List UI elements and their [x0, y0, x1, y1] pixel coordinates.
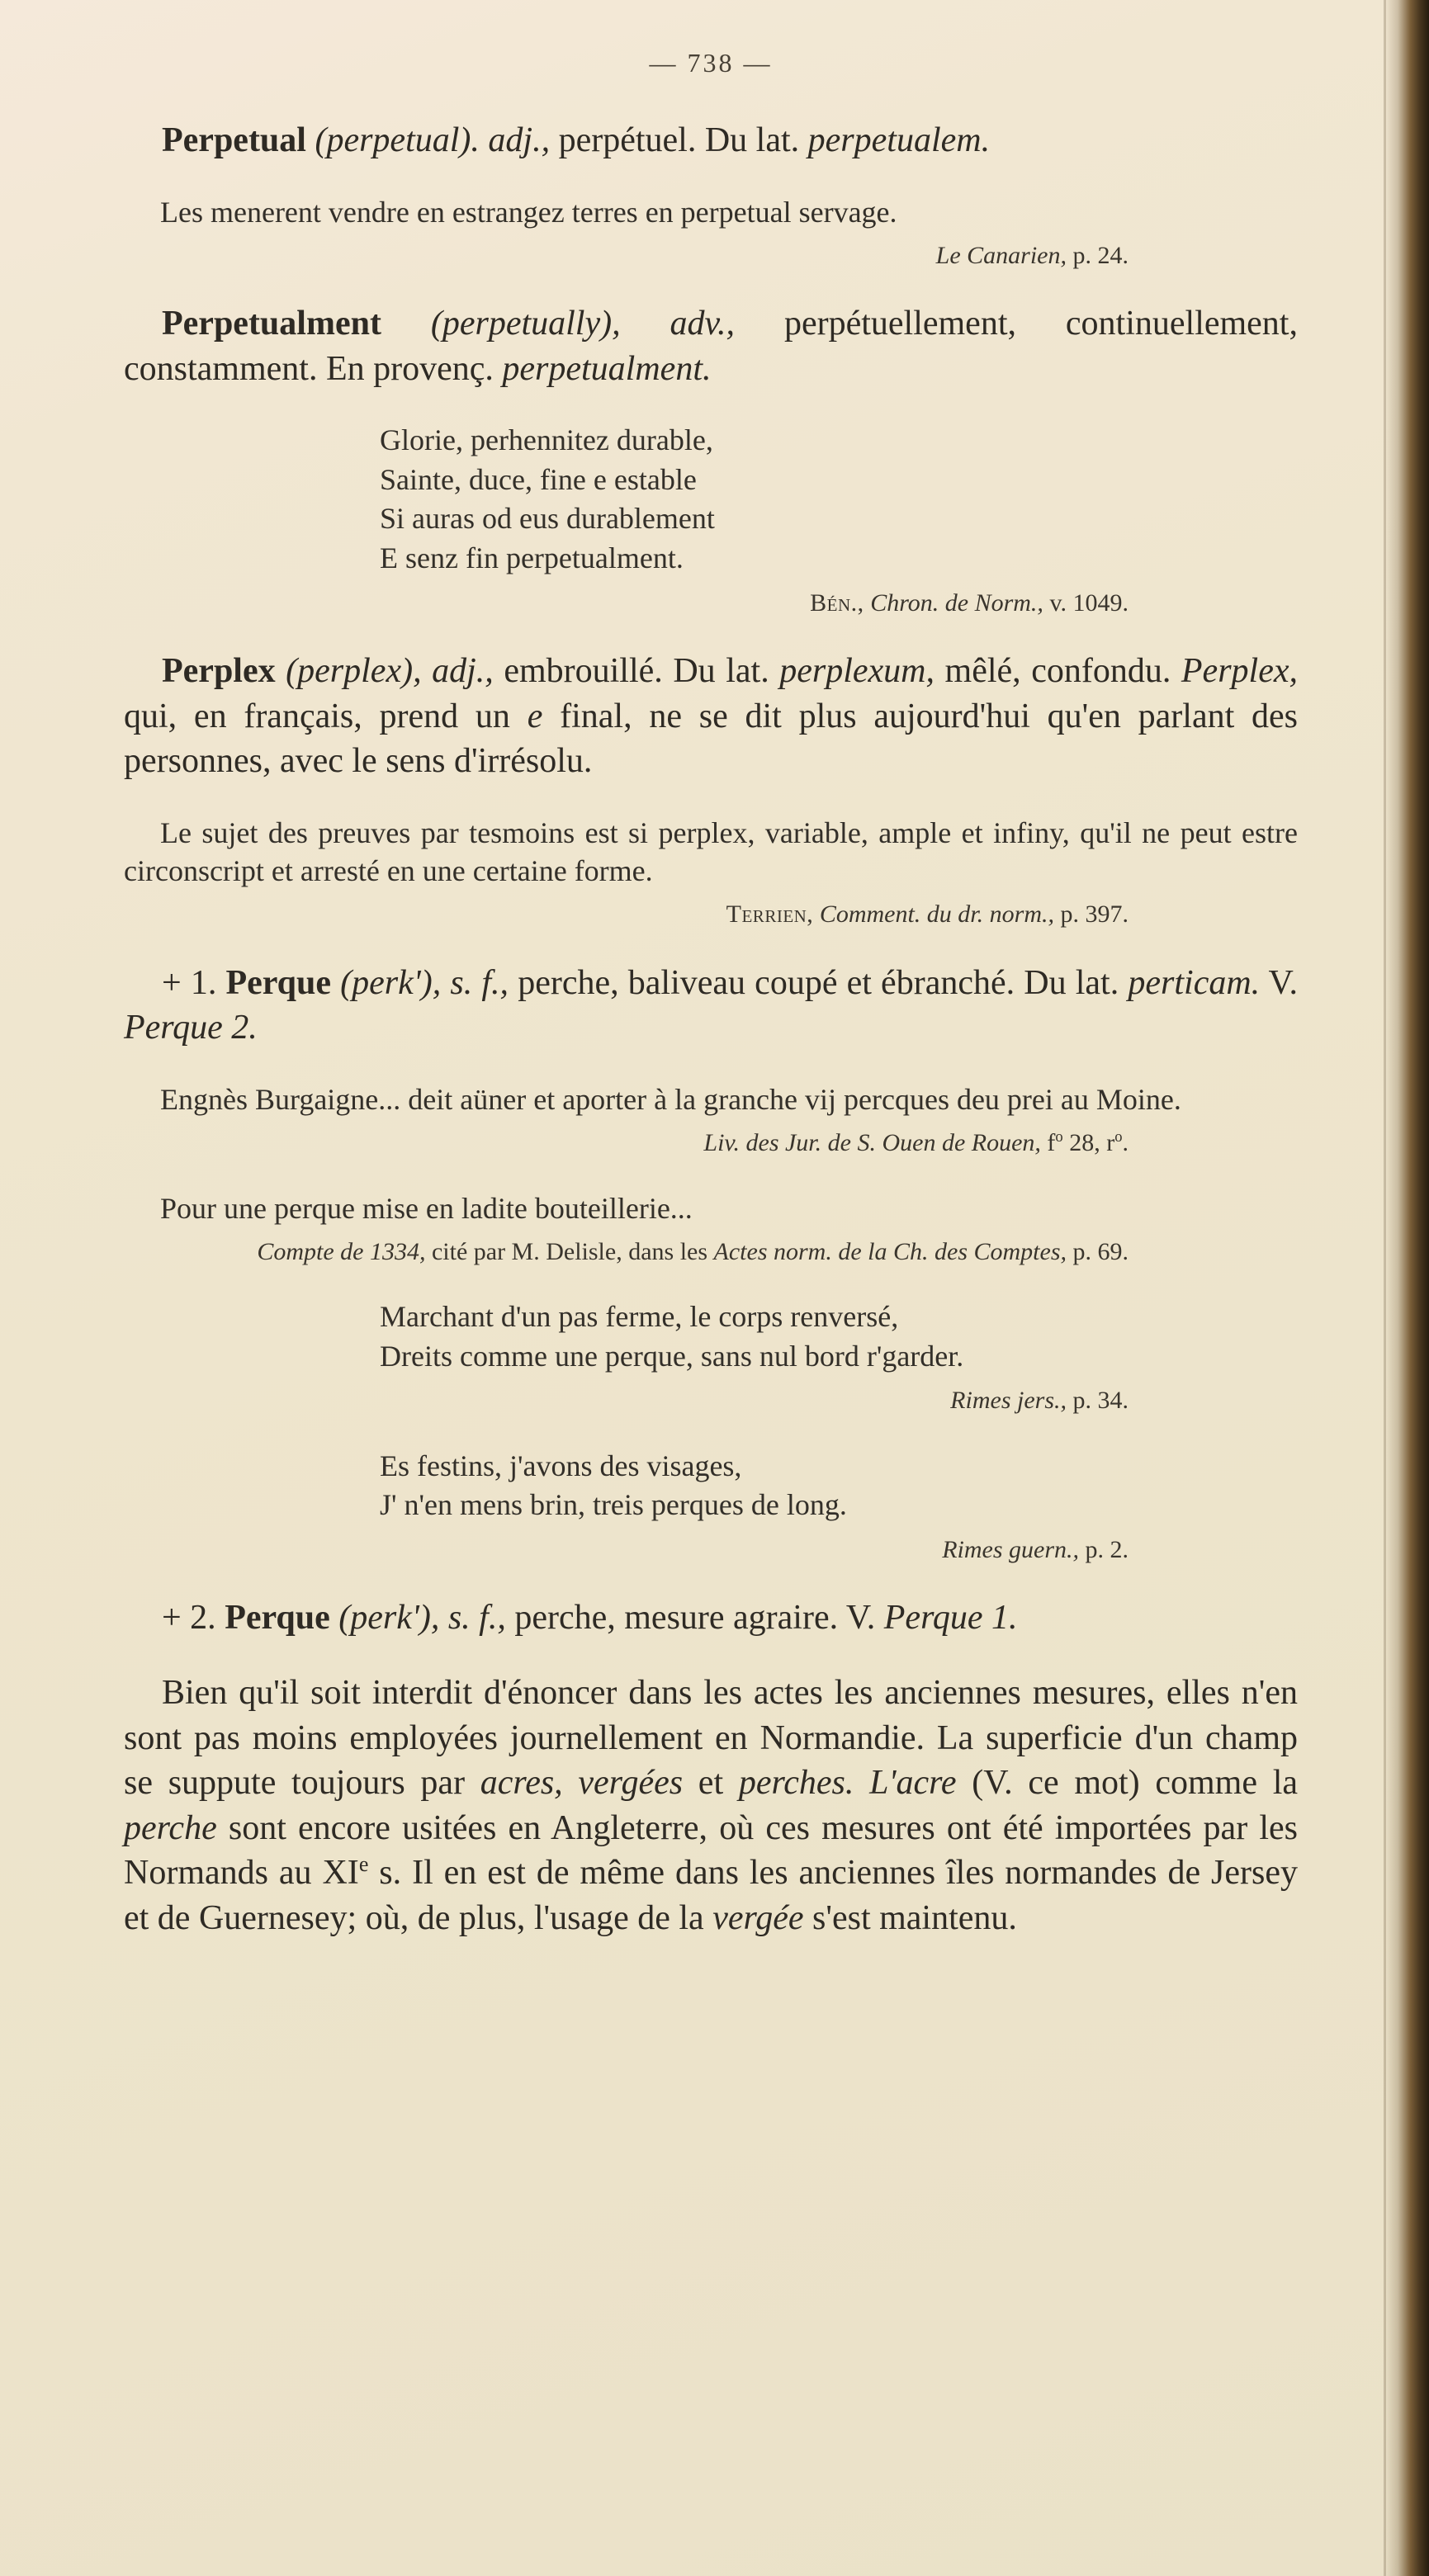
text-segment: Les menerent vendre en estrangez terres en perpetual servage. — [160, 195, 897, 229]
text-segment: o — [1055, 1127, 1063, 1146]
text-segment: acres, vergées — [480, 1764, 684, 1803]
text-segment: de la Ch. des Comptes, — [838, 1237, 1067, 1265]
headword: Perpetual — [162, 121, 315, 159]
text-segment: perpetualment. — [502, 349, 712, 388]
text-segment: perche, mesure agraire. V. — [505, 1599, 884, 1638]
text-segment: L'acre — [869, 1764, 957, 1803]
verse-block — [124, 421, 1298, 619]
quotation-paragraph — [124, 1189, 1298, 1227]
verse-line: E senz fin perpetualment. — [380, 541, 684, 574]
text-segment: mêlé, confondu. — [935, 652, 1181, 691]
quotation-paragraph — [124, 814, 1298, 890]
citation — [124, 898, 1298, 931]
text-segment: Le sujet des preuves par tesmoins est si perplex, variable, ample et infiny, qu'il ne peut estre circonscript et arresté en une certaine forme. — [124, 815, 1298, 887]
text-segment: Chron. de Norm., — [870, 588, 1043, 617]
quotation-paragraph — [124, 193, 1298, 231]
para-block — [124, 1671, 1298, 1941]
quote-block — [124, 193, 1298, 272]
dictionary-paragraph — [124, 301, 1298, 391]
text-segment: Pour une perque mise en ladite bouteillerie... — [160, 1191, 693, 1225]
quote-block — [124, 814, 1298, 931]
text-segment: (perk'), s. f., — [340, 963, 509, 1002]
text-segment: V. — [1260, 963, 1298, 1002]
text-segment: s'est maintenu. — [803, 1898, 1017, 1937]
entry-block — [124, 649, 1298, 784]
text-segment: perpétuellement, continuellement, constamment. En provenç. — [124, 305, 1298, 388]
dictionary-paragraph — [124, 649, 1298, 784]
verse-line: Marchant d'un pas ferme, le corps renversé, — [380, 1300, 899, 1334]
page-edge-shadow — [1384, 0, 1429, 2576]
headword: Perque — [225, 1599, 339, 1638]
text-segment: Perque 1. — [883, 1599, 1018, 1638]
verse-block — [124, 1297, 1298, 1417]
citation — [124, 1236, 1298, 1269]
text-segment: p. 24. — [1067, 241, 1129, 269]
text-segment: Actes norm. — [713, 1237, 832, 1265]
text-segment: Bien qu'il soit interdit d'énoncer dans les actes les anciennes mesures, elles n'en sont pas moins employées journellement en Normandie. La superficie d'un champ se suppute toujours par — [124, 1674, 1298, 1803]
text-segment: Bén., — [810, 588, 864, 617]
text-segment: v. 1049. — [1043, 588, 1129, 617]
text-segment: e — [527, 697, 543, 735]
verse-quote — [380, 1447, 1298, 1525]
text-segment: Engnès Burgaigne... deit aüner et aporter à la granche vij percques deu prei au Moine. — [160, 1082, 1181, 1116]
text-segment — [480, 121, 489, 159]
entry-block — [124, 118, 1298, 163]
text-segment: 28, r — [1062, 1128, 1115, 1156]
quotation-paragraph — [124, 1080, 1298, 1118]
dictionary-paragraph — [124, 1595, 1298, 1641]
citation — [124, 587, 1298, 620]
text-segment: perche, baliveau coupé et ébranché. Du lat. — [509, 963, 1129, 1002]
text-segment: qui, en français, prend un — [124, 697, 528, 735]
quote-block — [124, 1189, 1298, 1269]
text-segment — [813, 900, 820, 928]
text-segment: f — [1040, 1128, 1056, 1156]
dictionary-paragraph — [124, 118, 1298, 163]
text-segment: perticam. — [1128, 963, 1261, 1002]
citation — [124, 239, 1298, 272]
entry-block — [124, 961, 1298, 1051]
text-segment: cité par M. Delisle, dans les — [425, 1237, 714, 1265]
text-segment — [854, 1764, 869, 1802]
citation — [124, 1534, 1298, 1567]
text-segment: Rimes jers., — [950, 1387, 1067, 1415]
text-segment: p. 397. — [1054, 900, 1129, 929]
text-segment: e — [358, 1852, 369, 1877]
headword: Perque — [225, 963, 341, 1002]
text-segment: + 1. — [162, 963, 226, 1002]
text-segment: Perque 2. — [124, 1009, 258, 1047]
text-segment: p. 69. — [1067, 1237, 1129, 1265]
page-content — [124, 118, 1298, 1941]
text-segment: Liv. des Jur. de S. Ouen de Rouen, — [703, 1128, 1041, 1156]
text-segment: final, ne se dit plus aujourd'hui qu'en parlant des personnes, avec le sens d'irrésolu. — [124, 697, 1299, 781]
verse-line: Dreits comme une perque, sans nul bord r'garder. — [380, 1339, 964, 1373]
verse-line: Es festins, j'avons des visages, — [380, 1449, 742, 1482]
page-number: — 738 — — [649, 48, 773, 78]
text-segment: (perk'), s. f., — [338, 1599, 506, 1638]
text-segment: (perpetually), adv., — [430, 305, 736, 343]
text-segment: perpetualem. — [807, 121, 991, 159]
citation — [124, 1384, 1298, 1417]
text-segment: + 2. — [162, 1599, 225, 1638]
verse-quote — [380, 1297, 1298, 1376]
text-segment: vergée — [712, 1898, 804, 1937]
text-segment: (V. ce mot) comme la — [956, 1764, 1299, 1803]
text-segment: p. 2. — [1079, 1535, 1129, 1563]
text-segment: adj., — [488, 121, 551, 159]
headword: Perpetualment — [162, 305, 431, 343]
text-segment: s. Il en est de même dans les anciennes îles normandes de Jersey et de Guernesey; où, de plus, l'usage de la — [124, 1854, 1298, 1937]
text-segment: perches. — [738, 1764, 854, 1803]
text-segment: perche — [124, 1808, 217, 1847]
entry-block — [124, 301, 1298, 391]
verse-line: Si auras od eus durablement — [380, 502, 715, 536]
dictionary-paragraph — [124, 1671, 1298, 1941]
text-segment: (perpetual). — [315, 121, 480, 159]
text-segment: (perplex), adj., — [286, 652, 494, 691]
text-segment: Le Canarien, — [935, 241, 1067, 269]
citation — [124, 1127, 1298, 1160]
text-segment: sont encore usitées en Angleterre, où ces mesures ont été importées par les Normands au XI — [124, 1808, 1298, 1893]
entry-block — [124, 1595, 1298, 1641]
text-segment: Compte de 1334, — [257, 1237, 426, 1265]
text-segment: p. 34. — [1067, 1387, 1129, 1415]
headword: Perplex — [162, 652, 286, 691]
text-segment: perplexum, — [779, 652, 935, 691]
page-content-wrapper — [124, 48, 1298, 1941]
verse-line: J' n'en mens brin, treis perques de long. — [380, 1488, 847, 1522]
text-segment: perpétuel. Du lat. — [550, 121, 808, 159]
verse-line: Glorie, perhennitez durable, — [380, 423, 713, 457]
text-segment: Terrien, — [726, 900, 814, 929]
quote-block — [124, 1080, 1298, 1160]
text-segment: o — [1114, 1127, 1123, 1146]
verse-line: Sainte, duce, fine e estable — [380, 462, 697, 496]
text-segment: Comment. du dr. norm., — [819, 900, 1054, 929]
text-segment: et — [683, 1764, 739, 1803]
text-segment: embrouillé. Du lat. — [493, 652, 780, 691]
text-segment: Rimes guern., — [942, 1535, 1079, 1563]
dictionary-paragraph — [124, 961, 1298, 1051]
text-segment: Perplex, — [1181, 652, 1298, 691]
text-segment: . — [1122, 1128, 1129, 1156]
verse-block — [124, 1447, 1298, 1567]
verse-quote — [380, 421, 1298, 578]
